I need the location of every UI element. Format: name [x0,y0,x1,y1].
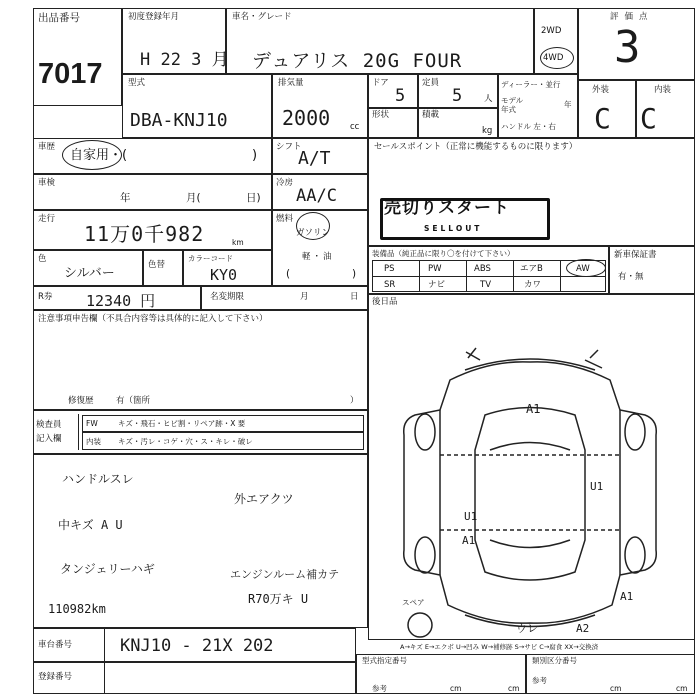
sales-point-label: セールスポイント（正常に機能するものに限ります） [374,142,578,152]
equip-sr: SR [384,280,396,290]
doors-value: 5 [395,86,406,106]
equip-tv: TV [480,280,492,290]
fw-label: FW [86,419,98,428]
notes-label: 注意事項申告欄（不具合内容等は具体的に記入して下さい） [38,314,268,324]
first-reg-value: H 22 3 月 [140,50,229,70]
exterior-label: 外装 [592,85,610,95]
fw-items: キズ・飛石・ヒビ割・リペア跡・X 要 [118,419,246,428]
model-label: 型式 [128,78,146,88]
score-value: 3 [614,22,641,73]
note-right-3: R70万キ U [248,592,309,606]
shape-label: 形状 [372,110,390,120]
note-line-4: 110982km [48,602,106,616]
inspector-label-2: 記入欄 [36,434,62,444]
score-label: 評価点 [610,12,654,22]
equip-pw: PW [428,264,442,274]
inspection-year: 年 [120,192,131,204]
notes-box [33,310,368,410]
note-right-2: エンジンルーム補カテ [230,568,340,581]
car-diagram [380,340,680,640]
warranty-value: 有・無 [618,272,644,282]
lot-label: 出品番号 [38,12,80,24]
note-line-2: 中キズ A U [58,518,123,532]
equip-col-2 [466,260,467,292]
inspector-divider [78,414,79,450]
warranty-label: 新車保証書 [614,250,657,260]
deadline-month: 月 [300,292,309,302]
color-label: 色 [38,254,47,264]
inspection-day: 日) [246,192,261,204]
mileage-value: 11万0千982 [84,222,205,246]
type-label: 型式指定番号 [362,656,407,665]
lot-number: 7017 [38,58,103,90]
inspection-box [33,174,272,210]
mark-u1-left: U1 [464,510,478,523]
equip-col-3 [513,260,514,292]
color-code-value: KY0 [210,266,238,284]
class-ref: 参考 [532,676,547,685]
inspector-label-1: 検査員 [36,420,62,430]
chassis-divider [104,628,105,662]
displacement-label: 排気量 [278,78,304,88]
load-label: 積載 [422,110,440,120]
mark-a2-bottom: A2 [576,622,590,635]
repair-label: 修復歴 [68,396,94,406]
repair-close: ） [350,396,359,406]
equip-leather: カワ [524,280,542,290]
equip-col-4 [560,260,561,292]
note-right-1: 外エアクツ [234,492,294,506]
color-change-label: 色替 [148,260,166,270]
equip-ps: PS [384,264,395,274]
seats-unit: 人 [484,94,493,104]
spare-label: スペア [402,598,425,607]
type-cm-1: cm [450,684,462,693]
equip-navi: ナビ [428,280,446,290]
mark-a1-top: A1 [526,402,541,416]
deadline-label: 名変期限 [210,292,245,302]
model-year-unit: 年 [564,100,572,109]
recycle-value: 12340 円 [86,292,156,310]
equip-aw: AW [576,264,590,274]
reg-divider [104,662,105,694]
inspection-month: 月( [186,192,201,204]
car-name-value: デュアリス 20G FOUR [252,50,463,72]
shift-value: A/T [298,148,331,169]
interior-label: 内装 [654,85,672,95]
equip-abs: ABS [474,264,491,274]
fuel-value: ガソリン [296,228,331,238]
mark-a1-rear: A1 [620,590,634,603]
recycle-label: R券 [38,292,53,302]
history-label: 車歴 [38,142,56,152]
handle-label: ハンドル 左・右 [501,122,556,131]
mileage-label: 走行 [38,214,56,224]
type-cm-2: cm [508,684,520,693]
interior-value: C [640,102,657,135]
color-value: シルバー [64,266,115,281]
displacement-value: 2000 [282,106,331,130]
color-paren-open: ( [286,268,291,280]
class-cm-2: cm [676,684,688,693]
displacement-unit: cc [350,122,360,132]
equip-col-1 [419,260,420,292]
equipment-label: 装備品（純正品に限り〇を付けて下さい） [372,249,515,258]
damage-legend: A→キズ E→エクボ U→凹み W→補修跡 S→サビ C→腐食 XX→交換済 [400,643,599,651]
class-cm-1: cm [610,684,622,693]
seats-value: 5 [452,86,463,106]
diagram-label: 後日品 [372,297,398,307]
inspection-label: 車検 [38,178,56,188]
sellout-sub: SELLOUT [424,224,483,233]
history-close: ) [252,148,258,163]
mark-u-bottom: ウレ [516,622,538,635]
load-unit: kg [482,126,493,136]
ac-label: 冷房 [276,178,294,188]
int-items: キズ・汚レ・コゲ・穴・ス・キレ・破レ [118,437,253,446]
drive-label: 2WD [541,26,562,36]
class-label: 類別区分番号 [532,656,577,665]
color-code-label: カラーコード [188,254,233,263]
ac-value: AA/C [296,186,337,206]
mark-a1-left: A1 [462,534,476,547]
reg-label: 登録番号 [38,672,73,682]
dealer-label: ディーラー・並行 [501,80,561,89]
car-name-label: 車名・グレード [232,12,292,22]
first-reg-label: 初度登録年月 [128,12,180,22]
seats-label: 定員 [422,78,440,88]
note-line-1: ハンドルスレ [62,472,134,486]
fuel-alt: 軽・油 [302,252,334,262]
sellout-main: 売切りスタート [384,198,510,218]
doors-label: ドア [372,78,389,88]
model-value: DBA-KNJ10 [130,110,228,131]
chassis-value: KNJ10 - 21X 202 [120,636,274,656]
reg-box [33,662,356,694]
deadline-day: 日 [350,292,359,302]
fuel-label: 燃料 [276,214,294,224]
chassis-label: 車台番号 [38,640,73,650]
repair-value: 有（箇所 [116,396,151,406]
int-label: 内装 [86,437,101,446]
equip-aw-circle [566,259,606,277]
model-year-label: モデル年式 [501,96,524,114]
history-value: 自家用・( [70,148,128,163]
note-line-3: タンジェリーハギ [60,562,155,576]
equip-airbag: エアB [520,264,543,274]
drive-value: 4WD [543,53,564,63]
exterior-value: C [594,102,611,135]
equip-grid-mid [372,276,606,277]
mark-u1-right: U1 [590,480,604,493]
shift-label: シフト [276,142,302,152]
color-paren-close: ) [352,268,357,280]
type-ref: 参考 [372,684,387,693]
mileage-unit: km [232,238,244,247]
